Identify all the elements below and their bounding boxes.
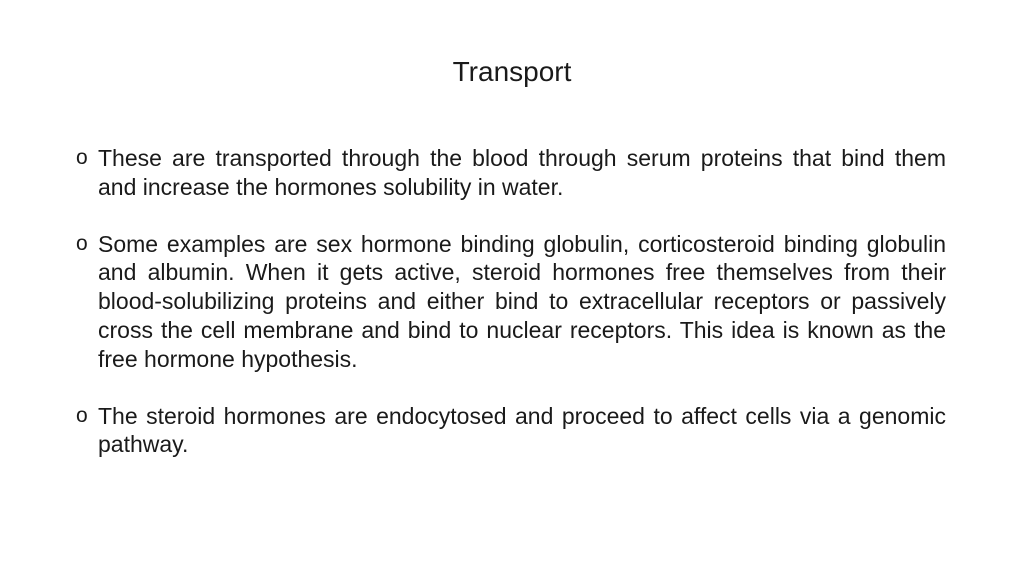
slide-title: Transport: [452, 56, 572, 87]
bullet-item: [76, 144, 946, 202]
bullet-text: Some examples are sex hormone binding globulin, corticosteroid binding globulin and albumin. When it gets active, steroid hormones free themselves from their blood-solubilizing proteins and either bind to extracellular receptors or passively cross the cell membrane and bind to nuclear receptors. This idea is known as the free hormone hypothesis.: [98, 230, 946, 372]
bullet-text: These are transported through the blood through serum proteins that bind them and increase the hormones solubility in water.: [98, 145, 946, 200]
bullet-marker: o: [76, 403, 88, 427]
bullet-marker: o: [76, 146, 88, 169]
bullet-item: [76, 402, 946, 460]
bullet-text: The steroid hormones are endocytosed and proceed to affect cells via a genomic pathway.: [98, 402, 946, 458]
bullet-marker: o: [76, 231, 88, 255]
bullet-item: [76, 230, 946, 374]
bullet-list: [76, 144, 946, 459]
